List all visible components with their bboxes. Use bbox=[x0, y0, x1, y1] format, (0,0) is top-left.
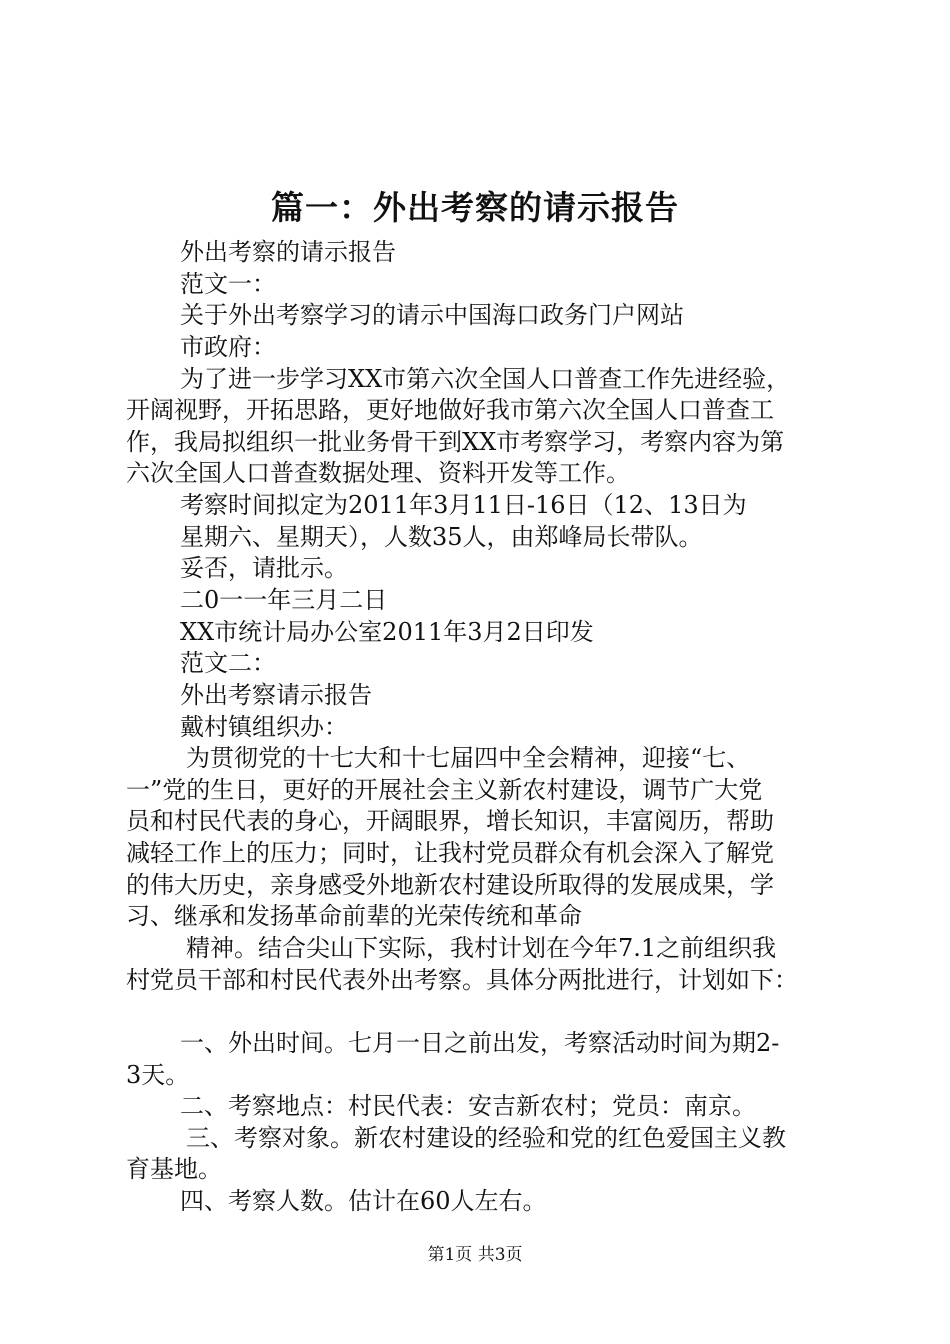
text-line: 育基地。 bbox=[126, 1155, 222, 1183]
text-line: 减轻工作上的压力；同时，让我村党员群众有机会深入了解党 bbox=[126, 839, 774, 867]
text-line: XX市统计局办公室2011年3月2日印发 bbox=[180, 618, 594, 646]
text-line: 为贯彻党的十七大和十七届四中全会精神，迎接“七、 bbox=[186, 744, 751, 772]
text-line: 星期六、星期天），人数35人，由郑峰局长带队。 bbox=[180, 523, 703, 551]
text-line: 村党员干部和村民代表外出考察。具体分两批进行，计划如下： bbox=[126, 966, 798, 994]
text-line: 三、考察对象。新农村建设的经验和党的红色爱国主义教 bbox=[186, 1124, 786, 1152]
text-line: 的伟大历史，亲身感受外地新农村建设所取得的发展成果，学 bbox=[126, 871, 774, 899]
text-line: 为了进一步学习XX市第六次全国人口普查工作先进经验， bbox=[180, 365, 791, 393]
text-line: 妥否，请批示。 bbox=[180, 554, 348, 582]
text-line: 一、外出时间。七月一日之前出发，考察活动时间为期2- bbox=[180, 1029, 780, 1057]
text-line: 范文一： bbox=[180, 270, 276, 298]
text-line: 习、继承和发扬革命前辈的光荣传统和革命 bbox=[126, 902, 582, 930]
text-line: 外出考察请示报告 bbox=[180, 681, 372, 709]
document-title: 篇一：外出考察的请示报告 bbox=[271, 188, 679, 227]
text-line: 六次全国人口普查数据处理、资料开发等工作。 bbox=[126, 459, 630, 487]
text-line: 市政府： bbox=[180, 333, 276, 361]
text-line: 范文二： bbox=[180, 649, 276, 677]
text-line: 作，我局拟组织一批业务骨干到XX市考察学习，考察内容为第 bbox=[126, 428, 785, 456]
text-line: 戴村镇组织办： bbox=[180, 713, 348, 741]
text-line: 开阔视野，开拓思路，更好地做好我市第六次全国人口普查工 bbox=[126, 396, 774, 424]
text-line: 四、考察人数。估计在60人左右。 bbox=[180, 1187, 547, 1215]
text-line: 精神。结合尖山下实际，我村计划在今年7.1之前组织我 bbox=[186, 934, 777, 962]
text-line: 员和村民代表的身心，开阔眼界，增长知识，丰富阅历，帮助 bbox=[126, 807, 774, 835]
text-line: 考察时间拟定为2011年3月11日-16日（12、13日为 bbox=[180, 491, 747, 519]
text-line: 二0一一年三月二日 bbox=[180, 586, 388, 614]
text-line: 关于外出考察学习的请示中国海口政务门户网站 bbox=[180, 301, 684, 329]
text-line: 二、考察地点：村民代表：安吉新农村；党员：南京。 bbox=[180, 1092, 756, 1120]
page-number: 第1页 共3页 bbox=[427, 1245, 523, 1265]
text-line: 一”党的生日，更好的开展社会主义新农村建设，调节广大党 bbox=[126, 776, 763, 804]
text-line: 3天。 bbox=[126, 1061, 190, 1089]
text-line: 外出考察的请示报告 bbox=[180, 238, 396, 266]
